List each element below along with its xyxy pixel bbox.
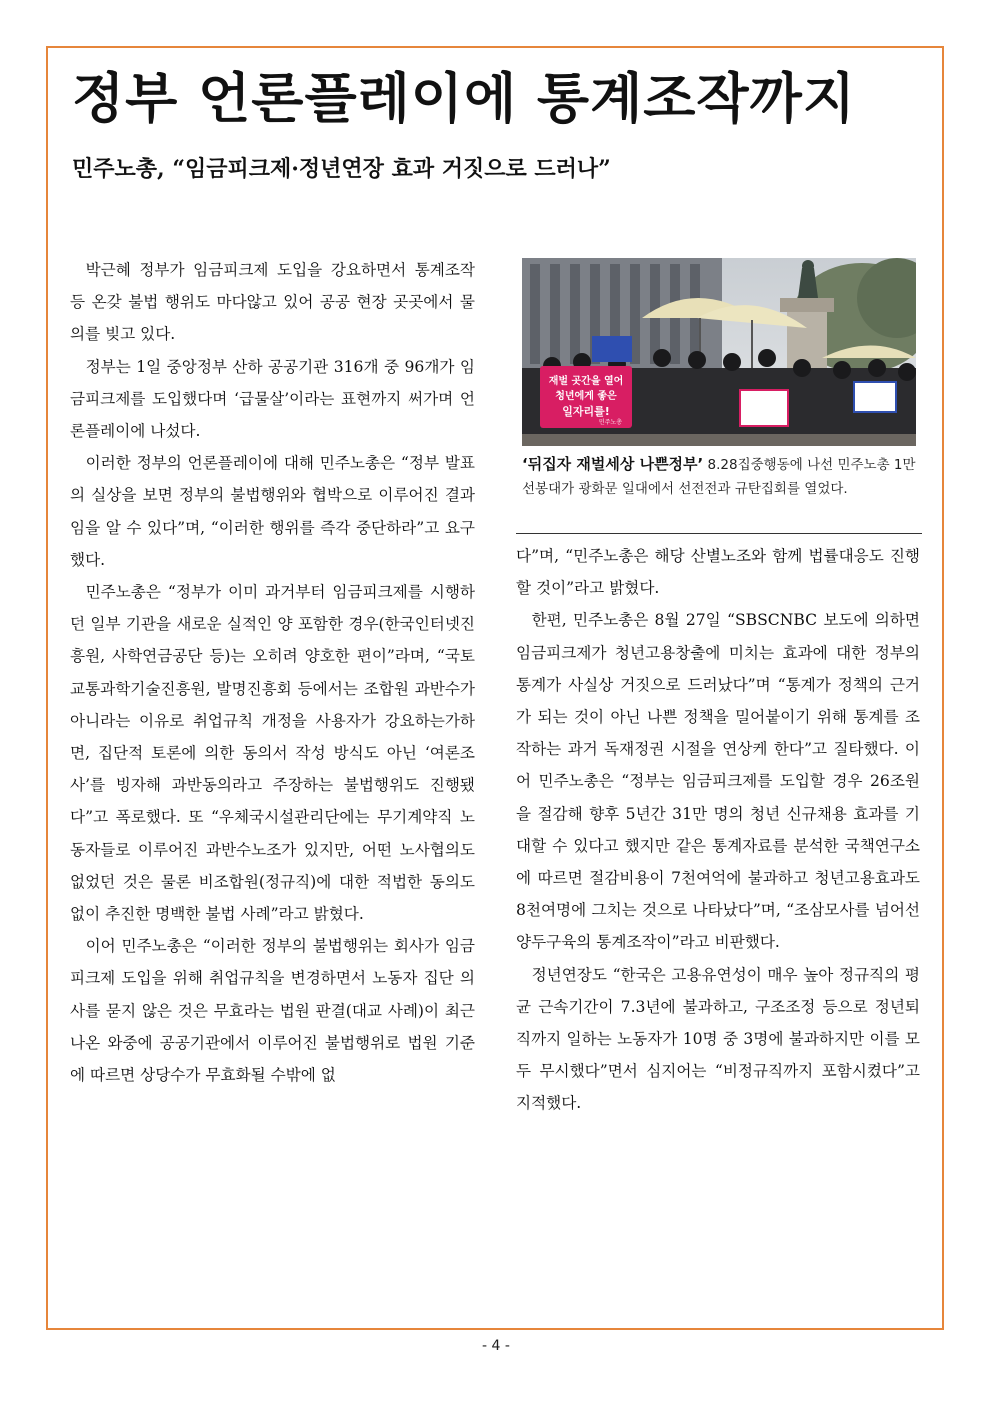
paragraph: 정년연장도 “한국은 고용유연성이 매우 높아 정규직의 평균 근속기간이 7.3년에 불과하고, 구조조정 등으로 정년퇴직까지 일하는 노동자가 10명 중 3명에 불과하지만 이를 모두 무시했다”면서 심지어는 “비정규직까지 포함시켰다”고 지적했다. [516, 965, 920, 1113]
right-column [516, 540, 920, 1120]
rally-photo-illustration [522, 258, 916, 446]
caption-text: 8.28집중행동에 나선 민주노총 1만 선봉대가 광화문 일대에서 선전전과 규탄집회를 열었다. [522, 457, 916, 497]
paragraph: 정부는 1일 중앙정부 산하 공공기관 316개 중 96개가 임금피크제를 도입했다며 ‘급물살’이라는 표현까지 써가며 언론플레이에 나섰다. [70, 357, 475, 441]
sign-line-2: 청년에게 좋은 [555, 391, 617, 402]
rally-photo [522, 258, 916, 446]
sign-line-1: 재벌 곳간을 열어 [548, 376, 624, 387]
paragraph: 다”며, “민주노총은 해당 산별노조와 함께 법률대응도 진행할 것이”라고 밝혔다. [516, 547, 920, 598]
caption-lead: ‘뒤집자 재벌세상 나쁜정부’ [522, 455, 704, 473]
article-headline: 정부 언론플레이에 통계조작까지 [72, 67, 856, 130]
article-subheadline: 민주노총, “임금피크제·정년연장 효과 거짓으로 드러나” [72, 156, 611, 182]
photo-caption [522, 452, 918, 501]
paragraph: 민주노총은 “정부가 이미 과거부터 임금피크제를 시행하던 일부 기관을 새로운 실적인 양 포함한 경우(한국인터넷진흥원, 사학연금공단 등)는 오히려 양호한 편이”라며, “국토교통과학기술진흥원, 발명진흥회 등에서는 조합원 과반수가 아니라는 이유로 취업규칙 개정을 사용자가 강요하는가하면, 집단적 토론에 의한 동의서 작성 방식도 아닌 ‘여론조사’를 빙자해 과반동의라고 주장하는 불법행위도 진행됐다”고 폭로했다. 또 “우체국시설관리단에는 무기계약직 노동자들로 이루어진 과반수노조가 있지만, 어떤 노사협의도 없었던 것은 물론 비조합원(정규직)에 대한 적법한 동의도 없이 추진한 명백한 불법 사례”라고 밝혔다. [70, 583, 475, 924]
caption-divider [516, 533, 922, 534]
left-column [70, 254, 475, 1091]
page-number: - 4 - [482, 1338, 510, 1354]
paragraph: 이러한 정부의 언론플레이에 대해 민주노총은 “정부 발표의 실상을 보면 정부의 불법행위와 협박으로 이루어진 결과임을 알 수 있다”며, “이러한 행위를 즉각 중단하라”고 요구했다. [70, 454, 475, 569]
sign-line-3: 일자리를! [562, 405, 610, 418]
paragraph: 이어 민주노총은 “이러한 정부의 불법행위는 회사가 임금피크제 도입을 위해 취업규칙을 변경하면서 노동자 집단 의사를 묻지 않은 것은 무효라는 법원 판결(대교 사례)이 최근 나온 와중에 공공기관에서 이루어진 불법행위로 법원 기준에 따르면 상당수가 무효화될 수밖에 없 [70, 937, 475, 1085]
sign-org: 민주노총 [598, 419, 622, 426]
paragraph: 한편, 민주노총은 8월 27일 “SBSCNBC 보도에 의하면 임금피크제가 청년고용창출에 미치는 효과에 대한 정부의 통계가 사실상 거짓으로 드러났다”며 “통계가 정책의 근거가 되는 것이 아닌 나쁜 정책을 밀어붙이기 위해 통계를 조작하는 과거 독재정권 시절을 연상케 한다”고 질타했다. 이어 민주노총은 “정부는 임금피크제를 도입할 경우 26조원을 절감해 향후 5년간 31만 명의 청년 신규채용 효과를 기대할 수 있다고 했지만 같은 통계자료를 분석한 국책연구소에 따르면 절감비용이 7천여억에 불과하고 청년고용효과도 8천여명에 그치는 것으로 나타났다”며, “조삼모사를 넘어선 양두구육의 통계조작이”라고 비판했다. [516, 611, 920, 952]
paragraph: 박근혜 정부가 임금피크제 도입을 강요하면서 통계조작 등 온갖 불법 행위도 마다않고 있어 공공 현장 곳곳에서 물의를 빚고 있다. [70, 261, 475, 344]
